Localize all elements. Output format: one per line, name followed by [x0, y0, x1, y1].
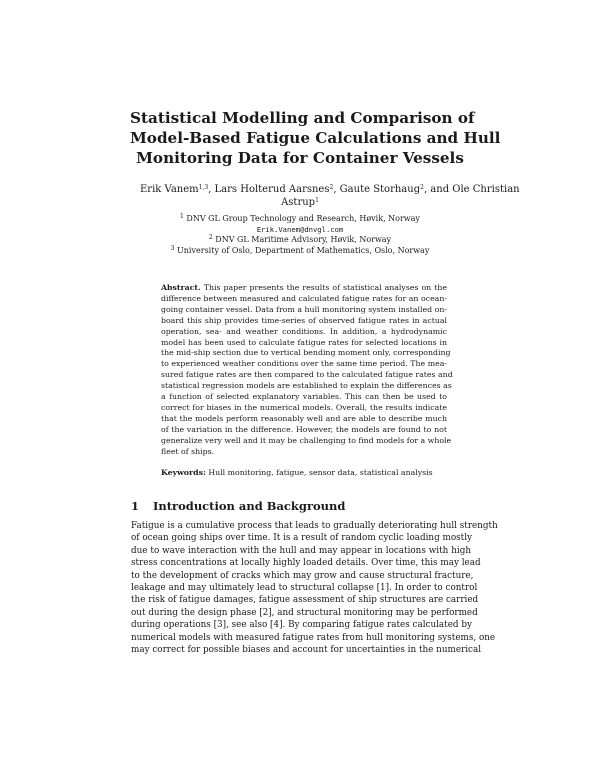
- abstract-line: board this ship provides time-series of observed fatigue rates in actual: [161, 315, 447, 325]
- abstract-line: model has been used to calculate fatigue rates for selected locations in: [161, 337, 447, 347]
- keywords-label: Keywords:: [161, 468, 206, 477]
- section-heading: [131, 499, 471, 513]
- affiliation-mark: 1: [180, 213, 184, 220]
- keywords: [161, 467, 447, 478]
- author-line: [140, 196, 460, 209]
- body-line: leakage and may ultimately lead to structural collapse [1]. In order to control: [131, 583, 478, 594]
- affiliation-text: University of Oslo, Department of Mathematics, Oslo, Norway: [177, 245, 430, 255]
- body-line: out during the design phase [2], and structural monitoring may be performed: [131, 607, 478, 618]
- abstract-line: a function of selected explanatory variables. This can then be used to: [161, 392, 447, 402]
- title-line: Monitoring Data for Container Vessels: [136, 149, 464, 167]
- author-line: [140, 183, 520, 196]
- section-number: 1: [131, 499, 140, 513]
- body-line: may correct for possible biases and account for uncertainties in the numerical: [131, 645, 482, 656]
- abstract-line: operation, sea- and weather conditions. In addition, a hydrodynamic: [161, 326, 447, 336]
- section-title: Introduction and Background: [153, 499, 346, 513]
- abstract-line: generalize very well and it may be challenging to find models for a whole: [161, 435, 452, 445]
- author-name: Astrup: [281, 197, 316, 208]
- body-line: Fatigue is a cumulative process that leads to gradually deteriorating hull strength: [131, 521, 498, 531]
- affiliation-text: DNV GL Group Technology and Research, Høvik, Norway: [186, 214, 420, 223]
- body-line: numerical models with measured fatigue rates from hull monitoring systems, one: [131, 632, 496, 643]
- affiliation-line: [140, 246, 460, 257]
- affiliations: [140, 214, 460, 256]
- abstract-line: the mid-ship section due to vertical bending moment only, corresponding: [161, 348, 451, 358]
- author-name: , and Ole Christian: [423, 184, 520, 195]
- affiliation-mark: 3: [170, 244, 175, 252]
- affiliation-mark: 2: [208, 234, 213, 241]
- abstract-line: fleet of ships.: [161, 446, 215, 456]
- paper-title: [130, 108, 501, 168]
- title-line: Model-Based Fatigue Calculations and Hull: [130, 129, 501, 147]
- abstract-line: to experienced weather conditions over the same time period. The mea-: [161, 359, 447, 369]
- abstract-line: correct for biases in the numerical models. Overall, the results indicate: [161, 402, 447, 412]
- body-line: during operations [3], see also [4]. By comparing fatigue rates calculated by: [131, 620, 472, 631]
- body-line: stress concentrations at locally highly loaded details. Over time, this may lead: [131, 558, 481, 569]
- abstract-line: [161, 283, 447, 294]
- abstract-text: This paper presents the results of statistical analyses on the: [200, 283, 447, 292]
- body-text: [131, 520, 498, 656]
- affiliation-text: DNV GL Maritime Advisory, Høvik, Norway: [215, 235, 392, 244]
- abstract-label: Abstract.: [161, 283, 201, 292]
- abstract-line: difference between measured and calculated fatigue rates for an ocean-: [161, 293, 447, 303]
- body-line: of ocean going ships over time. It is a result of random cyclic loading mostly: [131, 533, 472, 544]
- abstract-line: of the variation in the difference. However, the models are found to not: [161, 424, 447, 434]
- affiliation-line: [140, 214, 460, 225]
- author-affil-mark: 2: [420, 184, 424, 191]
- abstract-line: going container vessel. Data from a hull monitoring system installed on-: [161, 304, 447, 314]
- abstract: [161, 283, 453, 458]
- abstract-line: sured fatigue rates are then compared to the calculated fatigue rates and: [161, 370, 453, 380]
- author-name: , Gaute Storhaug: [333, 184, 421, 195]
- title-line: Statistical Modelling and Comparison of: [130, 109, 475, 127]
- body-line: due to wave interaction with the hull and may appear in locations with high: [131, 545, 471, 556]
- keywords-text: Hull monitoring, fatigue, sensor data, statistical analysis: [205, 468, 433, 477]
- author-affil-mark: 2: [329, 184, 334, 191]
- affiliation-line: [140, 235, 460, 246]
- author-list: [140, 183, 520, 209]
- abstract-line: statistical regression models are established to explain the differences as: [161, 381, 452, 391]
- abstract-line: that the models perform reasonably well and are able to describe much: [161, 413, 447, 423]
- author-affil-mark: 1,3: [198, 184, 209, 191]
- author-affil-mark: 1: [315, 197, 319, 204]
- body-line: the risk of fatigue damages, fatigue assessment of ship structures are carried: [131, 595, 479, 606]
- author-name: Erik Vanem: [140, 184, 199, 195]
- body-line: to the development of cracks which may grow and cause structural fracture,: [131, 570, 474, 581]
- affiliation-line: [140, 225, 460, 236]
- author-name: , Lars Holterud Aarsnes: [208, 184, 330, 195]
- author-email[interactable]: Erik.Vanem@dnvgl.com: [256, 224, 344, 234]
